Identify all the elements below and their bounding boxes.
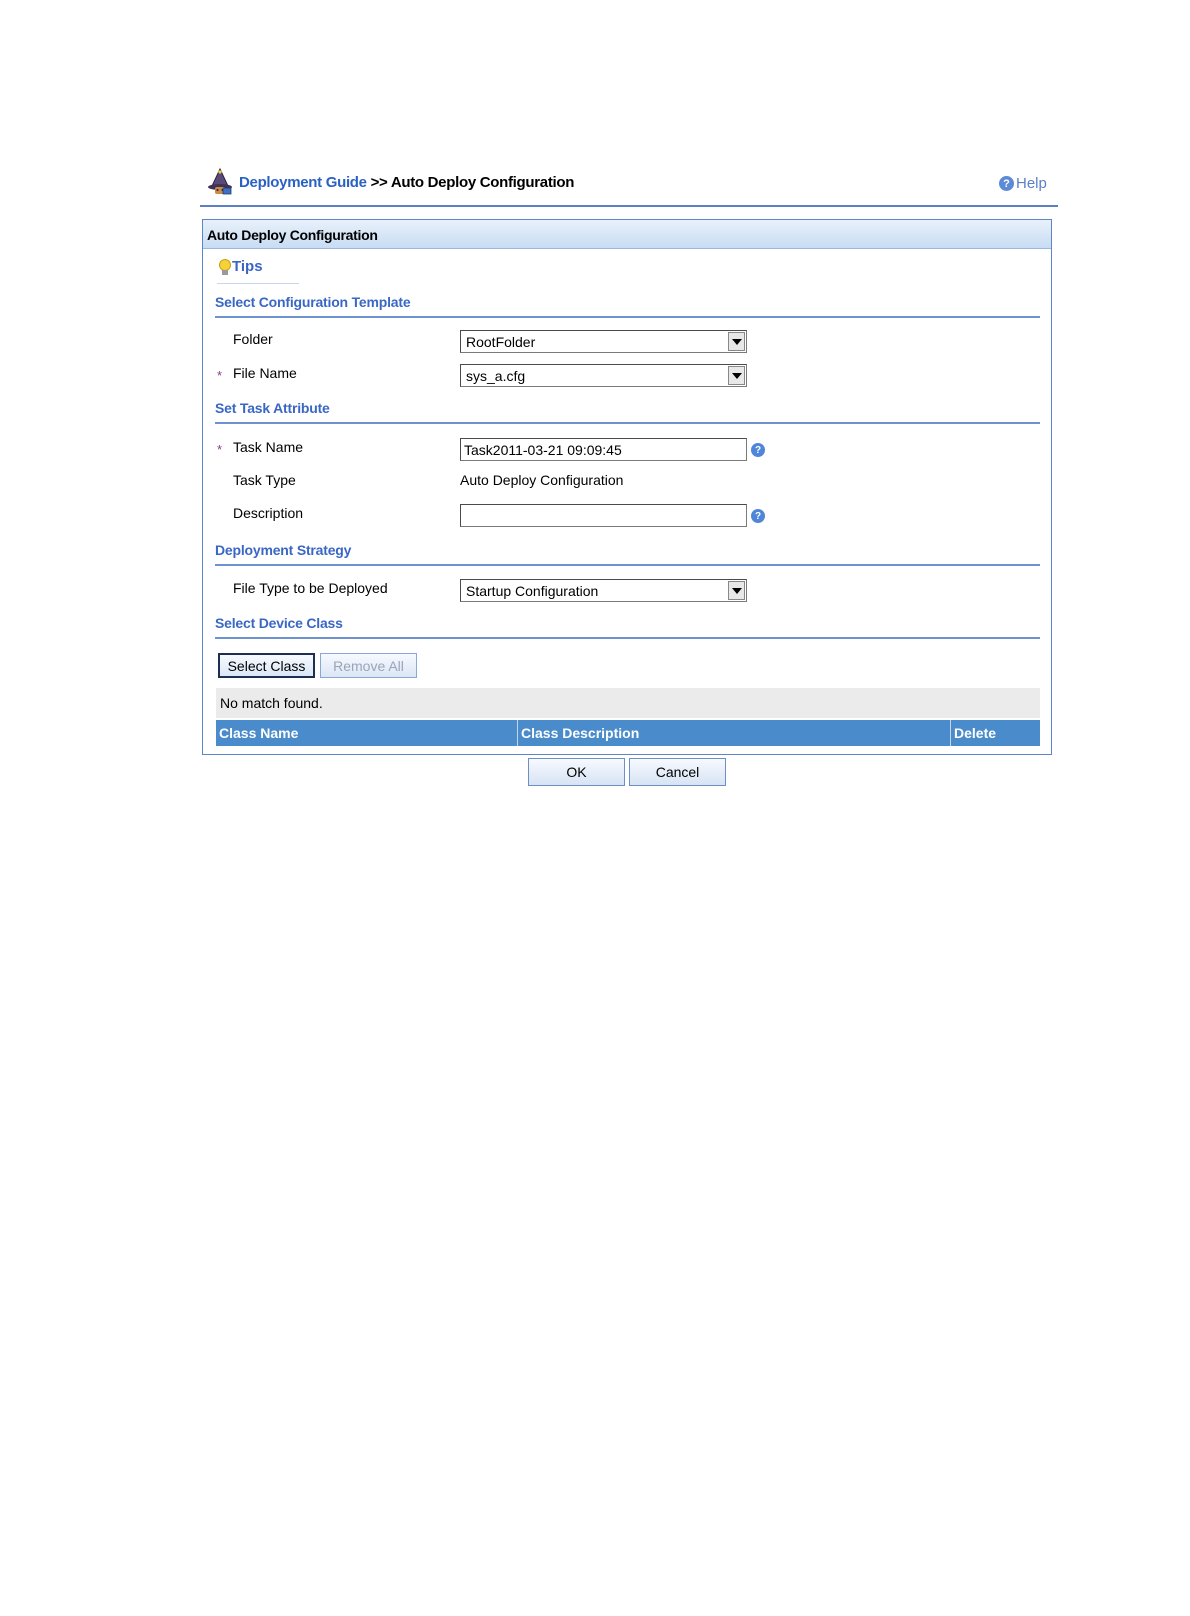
section-divider <box>215 564 1040 566</box>
description-input[interactable] <box>460 504 747 527</box>
panel-title: Auto Deploy Configuration <box>207 227 378 243</box>
section-title-device-class: Select Device Class <box>215 615 343 631</box>
wizard-icon <box>206 168 234 196</box>
chevron-down-icon[interactable] <box>728 332 745 351</box>
empty-message: No match found. <box>220 695 323 711</box>
help-link[interactable] <box>999 175 1047 192</box>
folder-select[interactable] <box>460 330 747 353</box>
breadcrumb <box>239 174 574 191</box>
breadcrumb-link-deployment-guide[interactable]: Deployment Guide <box>239 174 367 191</box>
section-divider <box>215 637 1040 639</box>
column-header-class-name[interactable]: Class Name <box>216 720 518 746</box>
filename-select[interactable] <box>460 364 747 387</box>
tasktype-label: Task Type <box>233 472 296 488</box>
section-title-strategy: Deployment Strategy <box>215 542 352 558</box>
folder-select-value: RootFolder <box>466 334 536 350</box>
question-mark-icon[interactable]: ? <box>751 509 765 523</box>
description-label: Description <box>233 505 304 521</box>
section-divider <box>215 316 1040 318</box>
filetype-select-value: Startup Configuration <box>466 583 599 599</box>
section-title-template: Select Configuration Template <box>215 294 411 310</box>
section-title-task: Set Task Attribute <box>215 400 330 416</box>
filetype-select[interactable] <box>460 579 747 602</box>
section-divider <box>215 422 1040 424</box>
header-divider <box>200 205 1058 207</box>
tasktype-value: Auto Deploy Configuration <box>460 472 624 488</box>
column-header-delete[interactable]: Delete <box>954 725 997 741</box>
breadcrumb-current: Auto Deploy Configuration <box>390 174 575 191</box>
tips-divider <box>217 283 299 284</box>
tips-toggle[interactable] <box>219 258 263 275</box>
lightbulb-icon <box>219 259 231 275</box>
taskname-label: Task Name <box>233 439 304 455</box>
folder-label: Folder <box>233 331 273 347</box>
filetype-label: File Type to be Deployed <box>233 580 388 596</box>
chevron-down-icon[interactable] <box>728 581 745 600</box>
empty-message-bar <box>216 688 1040 718</box>
ok-button[interactable]: OK <box>528 758 625 786</box>
help-label: Help <box>1016 175 1047 192</box>
breadcrumb-separator: >> <box>370 174 388 191</box>
device-class-table-header <box>216 720 1040 746</box>
column-header-class-description[interactable]: Class Description <box>518 720 951 746</box>
remove-all-button[interactable]: Remove All <box>320 653 417 678</box>
cancel-button[interactable]: Cancel <box>629 758 726 786</box>
help-circle-icon: ? <box>999 176 1014 191</box>
filename-label: File Name <box>233 365 297 381</box>
taskname-input[interactable] <box>460 438 747 461</box>
required-mark: * <box>217 442 223 457</box>
select-class-button[interactable]: Select Class <box>218 653 315 678</box>
chevron-down-icon[interactable] <box>728 366 745 385</box>
tips-label: Tips <box>232 258 263 275</box>
question-mark-icon[interactable]: ? <box>751 443 765 457</box>
filename-select-value: sys_a.cfg <box>466 368 526 384</box>
required-mark: * <box>217 368 223 383</box>
